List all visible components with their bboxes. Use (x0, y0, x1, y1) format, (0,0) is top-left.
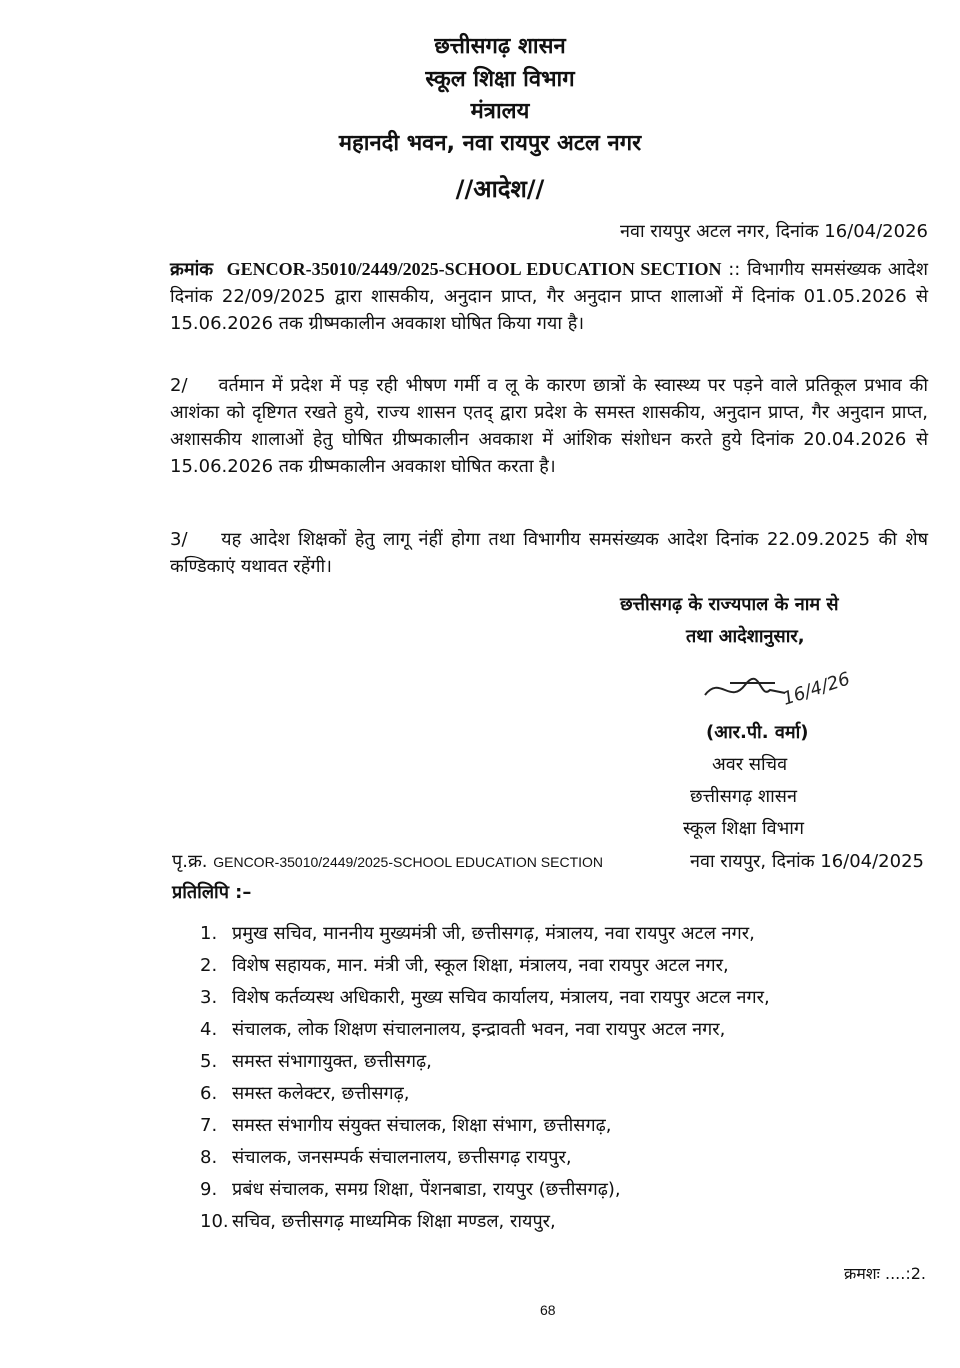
copy-list-text: संचालक, जनसम्पर्क संचालनालय, छत्तीसगढ़ रायपुर, (232, 1147, 572, 1168)
copy-list-item (200, 1113, 611, 1137)
signature-authority-line1: छत्तीसगढ़ के राज्यपाल के नाम से (620, 594, 839, 615)
copy-label: प्रतिलिपि :– (172, 882, 252, 903)
copy-list-item (200, 1209, 556, 1233)
copy-list-item (200, 1145, 572, 1169)
endorsement-prefix: पृ.क्र. (172, 851, 208, 872)
order-title: //आदेश// (455, 175, 545, 203)
copy-list-text: प्रबंध संचालक, समग्र शिक्षा, पेंशनबाडा, रायपुर (छत्तीसगढ़), (232, 1179, 621, 1200)
copy-list-number: 3. (200, 987, 218, 1008)
copy-list-number: 5. (200, 1051, 218, 1072)
copy-list-number: 2. (200, 955, 218, 976)
copy-list-text: प्रमुख सचिव, माननीय मुख्यमंत्री जी, छत्तीसगढ़, मंत्रालय, नवा रायपुर अटल नगर, (232, 923, 755, 944)
copy-list-item (200, 921, 755, 945)
endorsement-reference: GENCOR-35010/2449/2025-SCHOOL EDUCATION SECTION (213, 854, 604, 870)
header-address: महानदी भवन, नवा रायपुर अटल नगर (338, 131, 642, 156)
paragraph-1 (170, 256, 928, 337)
endorsement-place-date: नवा रायपुर, दिनांक 16/04/2025 (689, 851, 924, 872)
signatory-dept-2: स्कूल शिक्षा विभाग (683, 818, 805, 839)
copy-list-item (200, 1049, 432, 1073)
copy-list-item (200, 1081, 410, 1105)
paragraph-3: 3/ यह आदेश शिक्षकों हेतु लागू नंहीं होगा तथा विभागीय समसंख्यक आदेश दिनांक 22.09.2025 की शेष कण्डिकाएं यथावत रहेंगी। (170, 529, 934, 577)
copy-list-item (200, 985, 770, 1009)
copy-list-text: समस्त संभागीय संयुक्त संचालक, शिक्षा संभाग, छत्तीसगढ़, (232, 1115, 612, 1136)
copy-list-number: 9. (200, 1179, 218, 1200)
copy-list-number: 8. (200, 1147, 218, 1168)
copy-list-item (200, 1177, 621, 1201)
order-date: नवा रायपुर अटल नगर, दिनांक 16/04/2026 (620, 221, 928, 242)
copy-list-text: सचिव, छत्तीसगढ़ माध्यमिक शिक्षा मण्डल, रायपुर, (232, 1211, 556, 1232)
copy-list-text: संचालक, लोक शिक्षण संचालनालय, इन्द्रावती भवन, नवा रायपुर अटल नगर, (232, 1019, 726, 1040)
copy-list-text: समस्त कलेक्टर, छत्तीसगढ़, (232, 1083, 410, 1104)
signatory-dept-1: छत्तीसगढ़ शासन (690, 786, 797, 807)
page-number: 68 (540, 1302, 556, 1318)
header-ministry: मंत्रालय (470, 99, 530, 124)
svg-text:16/4/26: 16/4/26 (780, 668, 853, 710)
header-department: स्कूल शिक्षा विभाग (425, 67, 575, 92)
copy-list-number: 7. (200, 1115, 218, 1136)
continued-note: क्रमशः ....:2. (843, 1264, 926, 1283)
copy-list-text: समस्त संभागायुक्त, छत्तीसगढ़, (232, 1051, 432, 1072)
copy-list-item (200, 1017, 725, 1041)
copy-list-number: 10. (200, 1211, 229, 1232)
order-number-label: क्रमांक (170, 259, 214, 280)
signatory-designation: अवर सचिव (712, 754, 788, 775)
copy-list-text: विशेष कर्तव्यस्थ अधिकारी, मुख्य सचिव कार्यालय, मंत्रालय, नवा रायपुर अटल नगर, (232, 987, 770, 1008)
copy-list-number: 6. (200, 1083, 218, 1104)
copy-list-number: 4. (200, 1019, 218, 1040)
paragraph-1-text: :: विभागीय समसंख्यक आदेश दिनांक 22/09/2025 द्वारा शासकीय, अनुदान प्राप्त, गैर अनुदान प्राप्त शालाओं में दिनांक 01.05.2026 से 15.06.2026 तक ग्रीष्मकालीन अवकाश घोषित किया गया है। (170, 259, 928, 334)
signature-authority-line2: तथा आदेशानुसार, (686, 626, 805, 647)
signature-image (700, 665, 860, 720)
header-government: छत्तीसगढ़ शासन (434, 34, 566, 59)
copy-list-text: विशेष सहायक, मान. मंत्री जी, स्कूल शिक्षा, मंत्रालय, नवा रायपुर अटल नगर, (232, 955, 729, 976)
copy-list-number: 1. (200, 923, 218, 944)
copy-list-item (200, 953, 729, 977)
signatory-name: (आर.पी. वर्मा) (706, 722, 809, 743)
endorsement-line (172, 849, 924, 873)
paragraph-2: 2/ वर्तमान में प्रदेश में पड़ रही भीषण गर्मी व लू के कारण छात्रों के स्वास्थ्य पर पड़ने वाले प्रतिकूल प्रभाव की आशंका को दृष्टिगत रखते हुये, राज्य शासन एतद् द्वारा प्रदेश के समस्त शासकीय, अनुदान प्राप्त, गैर अनुदान प्राप्त, अशासकीय शालाओं हेतु घोषित ग्रीष्मकालीन अवकाश में आंशिक संशोधन करते हुये दिनांक 20.04.2026 से 15.06.2026 तक ग्रीष्मकालीन अवकाश घोषित करता है। (170, 375, 934, 477)
order-reference: GENCOR-35010/2449/2025-SCHOOL EDUCATION SECTION (226, 259, 722, 279)
